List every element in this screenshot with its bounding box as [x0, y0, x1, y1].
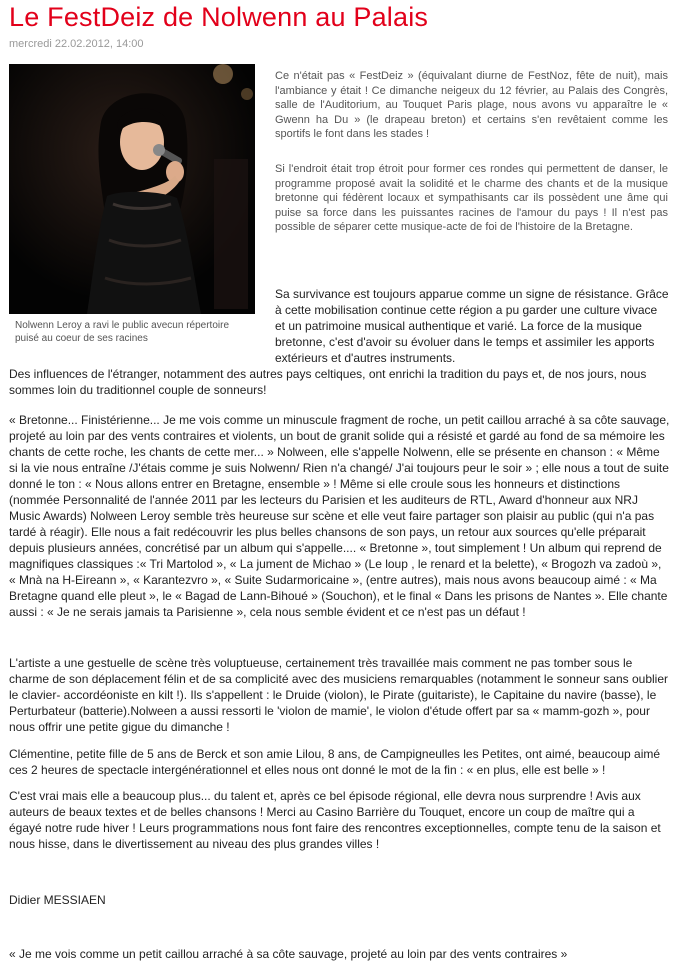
author-signature: Didier MESSIAEN — [9, 893, 106, 907]
children-paragraph: Clémentine, petite fille de 5 ans de Berck et son amie Lilou, 8 ans, de Campigneulles les Petites, ont aimé, beaucoup aimé ces 2 heures de spectacle intergénérationnel et elles nous ont donné le mot de la fin : « en plus, elle est belle » ! — [9, 747, 661, 777]
quote-paragraph: « Bretonne... Finistérienne... Je me vois comme un minuscule fragment de roche, un petit caillou arraché à sa côte sauvage, projeté au loin par des vents contraires et violents, un bout de granit solide qui a résisté et gardé au fond de sa mémoire les chants de cette roche, les chants de cette mer... » Nolween, elle s'appelle Nolwenn, elle se présente en chanson : « Même si la vie nous entraîne /J'étais comme je suis Nolwenn/ Rien n'a changé/ J'ai toujours peur le soir » ; elle nous a tout de suite donné le ton : « Nous allons entrer en Bretagne, ensemble » ! Même si elle croule sous les honneurs et distinctions (nommée Personnalité de l'année 2011 par les lecteurs du Parisien et les auditeurs de RTL, Award d'honneur aux NRJ Music Awards) Nolween Leroy semble très heureuse sur scène et elle veut faire partager son plaisir au public (qui n'a pas tardé à réagir). Elle nous a fait redécouvrir les plus belles chansons de son pays, un retour aux sources qu'elle préparait depuis plusieurs années, concrétisé par un album qui s'appelle.... « Bretonne », tout simplement ! Un album qui reprend de magnifiques classiques :« Tri Martolod », « La jument de Michao » (Le loup , le renard et la belette), « Brogozh va zadoù », « Mnà na H-Eireann », « Karantezvro », « Suite Sudarmoricaine », (entre autres), mais nous avons beaucoup aimé : « Ma Bretagne quand elle pleut », le « Bagad de Lann-Bihoué » (Souchon), et le final « Dans les prisons de Nantes ». Elle chante aussi : « Je ne serais jamais ta Parisienne », cela nous semble évident et ce n'est pas un défaut ! — [9, 413, 670, 619]
survival-rest-text: Des influences de l'étranger, notamment des autres pays celtiques, ont enrichi la tradition du pays et, de nos jours, nous sommes loin du traditionnel couple de sonneurs! — [9, 367, 647, 397]
pull-quote: « Je me vois comme un petit caillou arraché à sa côte sauvage, projeté au loin par des vents contraires » — [9, 947, 568, 961]
survival-lead-text: Sa survivance est toujours apparue comme un signe de résistance. Grâce à cette mobilisation continue cette région a pu garder une culture vivace et un patrimoine musical authentique et varié. La force de la musique bretonne, c'est d'avoir su évoluer dans le temps et assimiler les apports extérieurs et d'autres instruments. — [275, 287, 669, 365]
photo-caption: Nolwenn Leroy a ravi le public avecun répertoire puisé au coeur de ses racines — [15, 320, 230, 344]
intro-paragraph-1: Ce n'était pas « FestDeiz » (équivalant diurne de FestNoz, fête de nuit), mais l'ambiance y était ! Ce dimanche neigeux du 12 février, au Palais des Congrès, salle de l'Auditorium, au Touquet Paris plage, nous avons vu apparaître le « Gwenn ha Du » (le drapeau breton) et certains s'en revêtaient comme les sportifs le font dans les stades ! — [275, 70, 668, 140]
article-date: mercredi 22.02.2012, 14:00 — [9, 38, 144, 50]
singer-photo — [9, 64, 255, 314]
intro-paragraph-2: Si l'endroit était trop étroit pour former ces rondes qui permettent de danser, le programme proposé avait la solidité et le charme des chants et de la musique bretonne qui fédèrent locaux et sympathisants car ils possèdent une âme qui puise sa force dans les puissantes racines de l'amour du pays ! Il n'est pas possible de séparer cette musique-acte de foi de l'histoire de la Bretagne. — [275, 163, 668, 233]
survival-paragraph — [9, 286, 670, 398]
artist-paragraph: L'artiste a une gestuelle de scène très voluptueuse, certainement très travaillée mais comment ne pas tomber sous le charme de son déplacement félin et de sa complicité avec des musiciens remarquables (notamment le sonneur sans oublier le clavier- accordéoniste en kilt !). Ils s'appellent : le Druide (violon), le Pirate (guitariste), le Capitaine du navire (basse), le Perturbateur (batterie).Nolween a aussi ressorti le 'violon de mamie', le violon d'étude offert par sa « mamm-gozh », pour nous offrir une petite gigue du dimanche ! — [9, 656, 669, 734]
article-title: Le FestDeiz de Nolwenn au Palais — [9, 2, 429, 32]
closing-paragraph: C'est vrai mais elle a beaucoup plus... du talent et, après ce bel épisode régional, elle devra nous surprendre ! Avis aux auteurs de beaux textes et de belles chansons ! Merci au Casino Barrière du Touquet, encore un coup de maître qui a égayé notre rude hiver ! Leurs programmations nous font faire des rencontres exceptionnelles, compte tenu de la saison et nous hisse, dans le divertissement au niveau des plus grandes villes ! — [9, 789, 661, 851]
